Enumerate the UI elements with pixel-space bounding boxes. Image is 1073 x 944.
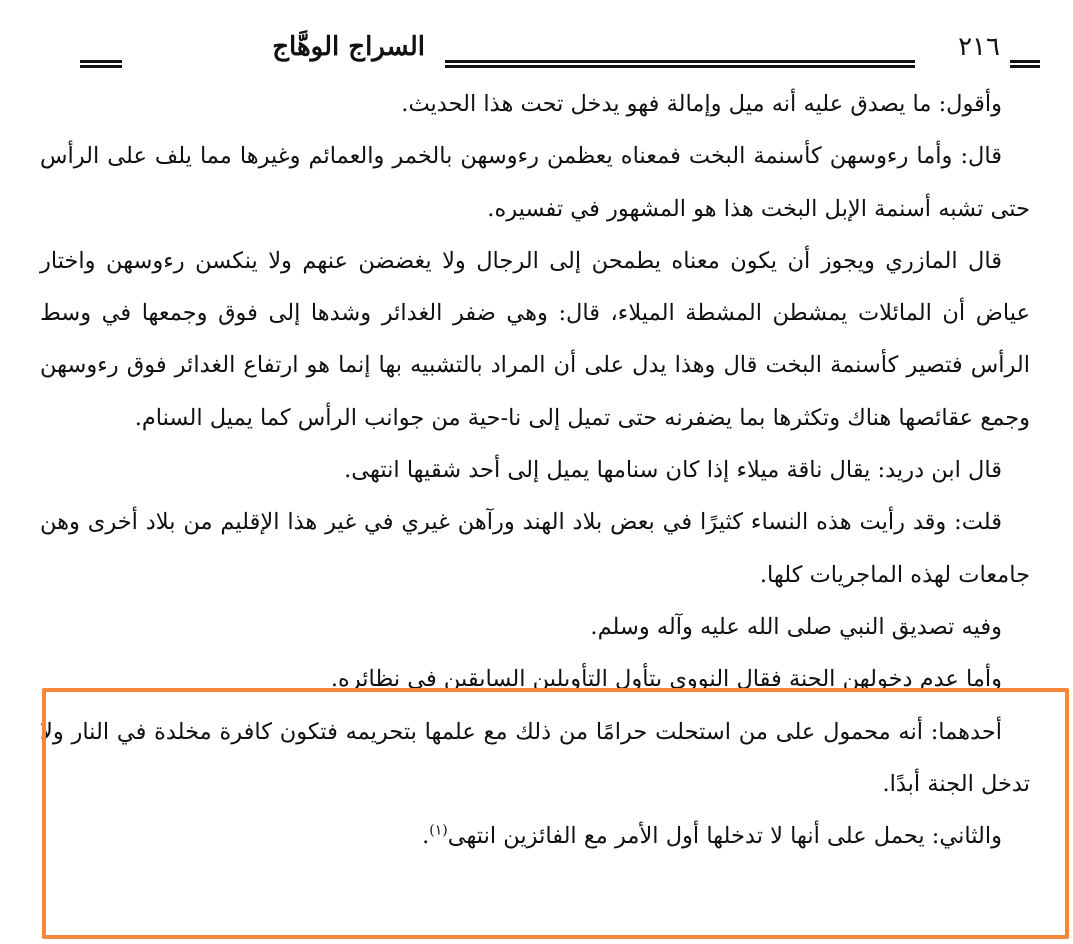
paragraph-4: قال ابن دريد: يقال ناقة ميلاء إذا كان سنامها يميل إلى أحد شقيها انتهى. [344,457,1002,484]
body-text [40,78,1030,862]
page-header [80,30,1040,78]
book-title: السراج الوهَّاج [272,32,425,62]
paragraph-6: وفيه تصديق النبي صلى الله عليه وآله وسلم. [590,613,1002,640]
paragraph-3: قال المازري ويجوز أن يكون معناه يطمحن إلى الرجال ولا يغضضن عنهم ولا ينكسن رءوسهن واختار عياض أن المائلات يمشطن المشطة الميلاء، قال: وهي ضفر الغدائر وشدها إلى فوق وجمعها في وسط الرأس فتصير كأسنمة البخت قال وهذا يدل على أن المراد بالتشبيه بها إنما هو ارتفاع الغدائر فوق رءوسهن وجمع عقائصها هناك وتكثرها بما يضفرنه حتى تميل إلى نا-حية من جوانب الرأس كما يميل السنام. [40,247,1030,431]
paragraph-2: قال: وأما رءوسهن كأسنمة البخت فمعناه يعظمن رءوسهن بالخمر والعمائم وغيرها مما يلف على الرأس حتى تشبه أسنمة الإبل البخت هذا هو المشهور في تفسيره. [40,143,1030,222]
header-rule-left [80,60,122,68]
paragraph-9 [40,810,1030,862]
paragraph-5: قلت: وقد رأيت هذه النساء كثيرًا في بعض بلاد الهند ورآهن غيري في غير هذا الإقليم من بلاد أخرى وهن جامعات لهذه الماجريات كلها. [40,509,1030,588]
paragraph-9-text: والثاني: يحمل على أنها لا تدخلها أول الأمر مع الفائزين انتهى [447,823,1002,850]
paragraph-1: وأقول: ما يصدق عليه أنه ميل وإمالة فهو يدخل تحت هذا الحديث. [401,91,1002,117]
header-rule-right [1010,60,1040,68]
footnote-marker: (١) [429,822,448,839]
paragraph-8: أحدهما: أنه محمول على من استحلت حرامًا من ذلك مع علمها بتحريمه فتكون كافرة مخلدة في النار ولا تدخل الجنة أبدًا. [40,718,1030,797]
paragraph-9-trailing: . [422,823,430,850]
paragraph-7: وأما عدم دخولهن الجنة فقال النووي يتأول التأويلين السابقين في نظائره. [330,666,1002,693]
header-rule-middle [445,60,915,68]
page-number: ٢١٦ [958,32,1000,62]
